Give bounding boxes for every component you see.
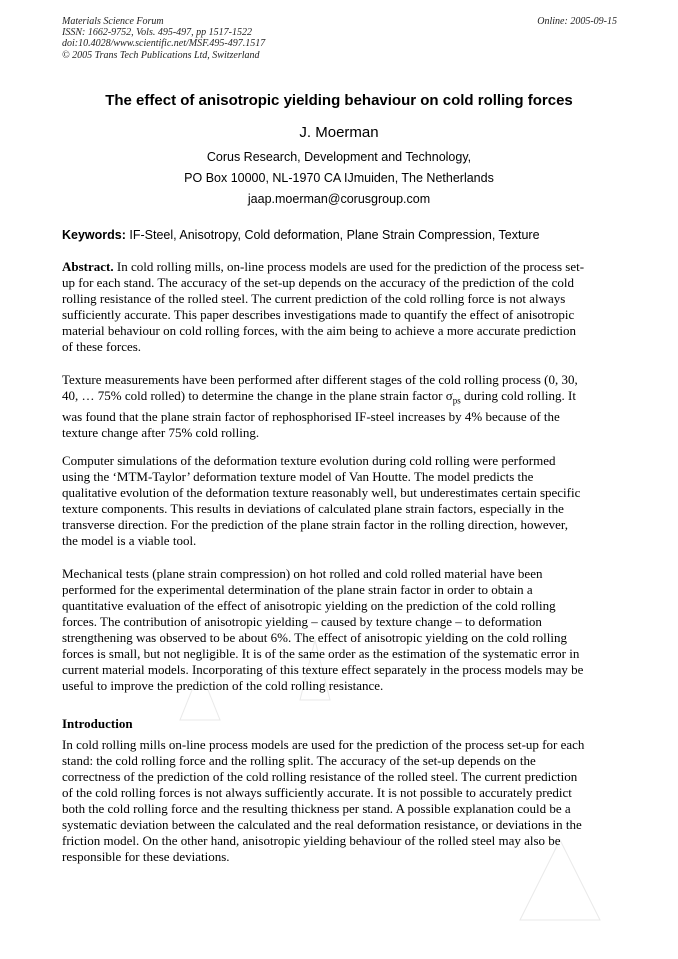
abstract-label: Abstract. (62, 259, 114, 274)
author-name: J. Moerman (299, 124, 379, 141)
mechanical-tests-paragraph (62, 566, 624, 694)
affiliation-address: PO Box 10000, NL-1970 CA IJmuiden, The Netherlands (184, 171, 494, 185)
paragraph-line: texture change after 75% cold rolling. (62, 424, 260, 440)
abstract-line: rolling resistance of the rolled steel. The current prediction of the cold rolling force is not always (62, 291, 566, 306)
texture-paragraph (62, 372, 624, 441)
abstract-line: Abstract. In cold rolling mills, on-line process models are used for the prediction of the process set- (62, 259, 585, 274)
journal-name: Materials Science Forum (62, 16, 164, 27)
paragraph-line: stand: the cold rolling force and the rolling split. The accuracy of the set-up depends on the (62, 753, 536, 768)
paragraph-line: Texture measurements have been performed after different stages of the cold rolling process (0, 30, (62, 372, 578, 387)
abstract-paragraph (62, 259, 624, 355)
paragraph-line: Computer simulations of the deformation texture evolution during cold rolling were performed (62, 453, 556, 468)
paragraph-line: using the ‘MTM-Taylor’ deformation texture model of Van Houtte. The model predicts the (62, 469, 534, 484)
keywords-text: IF-Steel, Anisotropy, Cold deformation, Plane Strain Compression, Texture (125, 228, 540, 242)
abstract-line: sufficiently accurate. This paper describes investigations made to quantify the effect of anisotropic (62, 307, 575, 322)
paragraph-line: friction model. On the other hand, anisotropic yielding behaviour of the rolled steel may also be (62, 833, 561, 848)
abstract-line: material behaviour on cold rolling forces, with the aim being to achieve a more accurate prediction (62, 323, 577, 338)
paragraph-line: Mechanical tests (plane strain compression) on hot rolled and cold rolled material have been (62, 566, 543, 581)
paragraph-line: responsible for these deviations. (62, 849, 230, 864)
paragraph-line: strengthening was observed to be about 6%. The effect of anisotropic yielding on the cold rolling (62, 630, 567, 645)
sigma-subscript: ps (452, 395, 461, 406)
paragraph-line: quantitative evaluation of the effect of anisotropic yielding on the prediction of the cold rolling (62, 598, 556, 613)
abstract-line: of these forces. (62, 339, 142, 354)
paragraph-line: In cold rolling mills on-line process models are used for the prediction of the process set-up for each (62, 737, 585, 752)
paragraph-line: both the cold rolling force and the resulting thickness per stand. A possible explanation could be a (62, 801, 571, 816)
paragraph-line: useful to improve the prediction of the cold rolling resistance. (62, 678, 384, 693)
abstract-line: up for each stand. The accuracy of the set-up depends on the accuracy of the prediction of the cold (62, 275, 574, 290)
copyright-line: © 2005 Trans Tech Publications Ltd, Switzerland (62, 49, 260, 61)
paragraph-line: was found that the plane strain factor of rephosphorised IF-steel increases by 4% because of the (62, 408, 560, 424)
affiliation-org: Corus Research, Development and Technology, (206, 150, 472, 164)
paragraph-line: performed for the experimental determination of the plane strain factor in order to obtain a (62, 582, 533, 597)
paragraph-line: texture components. This results in deviations of calculated plane strain factors, especially in the (62, 501, 564, 516)
journal-header (62, 16, 617, 61)
keywords (62, 228, 622, 242)
introduction-heading: Introduction (62, 716, 133, 731)
paragraph-line: transverse direction. For the prediction of the plane strain factor in the rolling direction, however, (62, 517, 568, 532)
paragraph-line: qualitative evolution of the deformation texture reasonably well, but underestimates certain specific (62, 485, 581, 500)
keywords-label: Keywords: (62, 228, 126, 242)
simulation-paragraph (62, 453, 624, 549)
doi-line[interactable]: doi:10.4028/www.scientific.net/MSF.495-497.1517 (62, 38, 266, 50)
paragraph-line: the model is a viable tool. (62, 533, 197, 548)
paragraph-line: forces. The contribution of anisotropic yielding – caused by texture change – to deformation (62, 614, 542, 629)
online-date: Online: 2005-09-15 (537, 16, 617, 27)
paragraph-line: systematic deviation between the calculated and the real deformation resistance, or deviations in the (62, 817, 582, 832)
paragraph-line: current material models. Incorporating of this texture effect separately in the process models may be (62, 662, 584, 677)
author-email[interactable]: jaap.moerman@corusgroup.com (247, 192, 431, 206)
paragraph-line: 40, … 75% cold rolled) to determine the change in the plane strain factor $\sigma_{ps}$ during cold rolling. It (62, 388, 576, 406)
issn-line: ISSN: 1662-9752, Vols. 495-497, pp 1517-1522 (62, 27, 252, 39)
paper-title: The effect of anisotropic yielding behaviour on cold rolling forces (105, 92, 573, 109)
paragraph-line: correctness of the prediction of the cold rolling resistance of the rolled steel. The current prediction (62, 769, 578, 784)
paragraph-line: of the cold rolling forces is not always sufficiently accurate. It is not possible to accurately predict (62, 785, 572, 800)
paragraph-line: forces is small, but not negligible. It is of the same order as the estimation of the systematic error in (62, 646, 580, 661)
introduction-paragraph (62, 737, 624, 865)
